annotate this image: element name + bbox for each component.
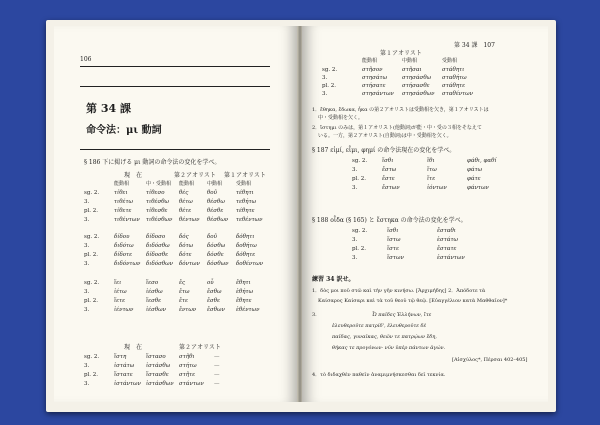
paradigm-cell: ἵεσθε xyxy=(146,298,162,304)
row-label: sg. 2. xyxy=(352,228,368,234)
paradigm-cell: ἴθι xyxy=(427,158,435,164)
row-label: sg. 2. xyxy=(352,158,368,164)
row-label: sg. 2. xyxy=(84,234,100,240)
paradigm-cell: θέσθω xyxy=(207,199,225,205)
paradigm-cell: ἴτω xyxy=(427,167,437,173)
paradigm-cell: δόντων xyxy=(179,261,200,267)
lesson-title: 第 34 課 xyxy=(86,102,131,115)
paradigm-cell: δόθητε xyxy=(236,252,256,258)
row-label: 3. xyxy=(84,307,90,313)
paradigm-cell: δός xyxy=(179,234,189,240)
histemi-aorist2-header: 第２アオリスト xyxy=(179,344,221,351)
poem-line: Ὦ παῖδες Ἑλλήνων, ἴτε xyxy=(372,312,432,318)
paradigm-cell: διδότω xyxy=(114,243,134,249)
paradigm-cell: φάτω xyxy=(467,167,483,173)
left-page xyxy=(54,26,298,402)
note-1b: 中・受動相を欠く。 xyxy=(318,115,363,121)
row-label: 3. xyxy=(84,243,90,249)
paradigm-cell: φάτε xyxy=(467,176,481,182)
paradigm-cell: οὗ xyxy=(207,280,214,286)
paradigm-cell: σταθέντων xyxy=(442,91,473,97)
paradigm-cell: ἵει xyxy=(114,280,122,286)
lesson-header xyxy=(80,86,270,150)
poem-line: παῖδας, γυναῖκας, θεῶν τε πατρῴων ἕδη, xyxy=(332,334,437,340)
row-label: pl. 2. xyxy=(84,298,99,304)
note-2b: いる。一方，第２アオリスト(自動詞)は中・受動相を欠く。 xyxy=(318,133,452,139)
paradigm-cell: ἕτω xyxy=(179,289,190,295)
paradigm-cell: τίθει xyxy=(114,190,128,196)
paradigm-cell: ἕθητι xyxy=(236,280,251,286)
paradigm-cell: δόσθων xyxy=(207,261,229,267)
paradigm-cell: θέντων xyxy=(179,217,200,223)
paradigm-cell: ἱστάσθω xyxy=(146,363,171,369)
paradigm-cell: δίδοσθε xyxy=(146,252,169,258)
paradigm-cell: — xyxy=(214,372,220,378)
paradigm-cell: ἱστάσθων xyxy=(146,381,174,387)
paradigm-cell: θέτε xyxy=(179,208,192,214)
paradigm-cell: στησάσθων xyxy=(402,91,435,97)
row-label: 3. xyxy=(322,75,328,81)
paradigm-cell: τέθητε xyxy=(236,208,255,214)
row-label: sg. 2. xyxy=(84,354,100,360)
paradigm-cell: στάθητι xyxy=(442,67,465,73)
row-label: 3. xyxy=(84,261,90,267)
paradigm-cell: ἴτε xyxy=(427,176,436,182)
voice-header: 受動相 xyxy=(236,181,252,187)
paradigm-cell: ἑστάτω xyxy=(437,237,458,243)
paradigm-cell: δίδοτε xyxy=(114,252,133,258)
page-number: 106 xyxy=(80,56,92,63)
paradigm-cell: ἕθητε xyxy=(236,298,252,304)
exercise-1: 1．δὸς μοι ποῦ στῶ καὶ τὴν γῆν κινήσω. [Ἀρχιμήδης] 2．Ἀπόδοτε τὰ xyxy=(312,288,486,294)
paradigm-cell: δόσθε xyxy=(207,252,224,258)
paradigm-cell: — xyxy=(214,381,220,387)
row-label: pl. 2. xyxy=(84,208,99,214)
exercise-4: 4．τὸ διδαχθὲν παθεῖν ἀναμιμνήσκεσθαι δεῖ τεκνία. xyxy=(312,372,446,378)
poem-line: ἐλευθεροῦτε πατρίδ', ἐλευθεροῦτε δὲ xyxy=(332,323,427,329)
paradigm-cell: φάθι, φαθί xyxy=(467,158,497,164)
row-label: pl. 2. xyxy=(84,252,99,258)
paradigm-cell: δίδου xyxy=(114,234,130,240)
running-head: 第 34 課 107 xyxy=(454,42,495,49)
row-label: pl. 2. xyxy=(352,246,367,252)
paradigm-cell: στησάσθω xyxy=(402,75,432,81)
paradigm-cell: στήσασθε xyxy=(402,83,430,89)
paradigm-cell: στάντων xyxy=(179,381,204,387)
paradigm-cell: ἵστασθε xyxy=(146,372,169,378)
paradigm-cell: θοῦ xyxy=(207,190,217,196)
paradigm-cell: τεθέντων xyxy=(236,217,263,223)
row-label: 3. xyxy=(322,91,328,97)
paradigm-cell: δότω xyxy=(179,243,194,249)
paradigm-cell: ἕτε xyxy=(179,298,188,304)
paradigm-cell: ἵστη xyxy=(114,354,127,360)
paradigm-cell: ἕντων xyxy=(179,307,197,313)
paradigm-cell: ἕσταθι xyxy=(437,228,456,234)
paradigm-cell: ἕς xyxy=(179,280,186,286)
paradigm-cell: ἔστων xyxy=(382,185,400,191)
paradigm-cell: ἑστάντων xyxy=(437,255,465,261)
exercise-3-label: 3. xyxy=(312,312,317,318)
voice-header: 中・受動相 xyxy=(146,181,172,187)
paradigm-cell: διδόντων xyxy=(114,261,141,267)
top-aorist1-header: 第１アオリスト xyxy=(380,50,422,57)
paradigm-cell: ἕστατε xyxy=(437,246,457,252)
paradigm-cell: ἑθήτω xyxy=(236,289,254,295)
voice-header: 能動相 xyxy=(362,58,378,64)
paradigm-cell: τίθετε xyxy=(114,208,132,214)
row-label: 3. xyxy=(352,185,358,191)
paradigm-cell: ἴσθι xyxy=(382,158,394,164)
present-header: 現 在 xyxy=(124,172,143,179)
paradigm-cell: θέσθε xyxy=(207,208,224,214)
paradigm-cell: τέθητι xyxy=(236,190,254,196)
paradigm-cell: ἴστων xyxy=(387,255,404,261)
paradigm-cell: στῆθι xyxy=(179,354,195,360)
paradigm-cell: δότε xyxy=(179,252,192,258)
paradigm-cell: τίθεσο xyxy=(146,190,165,196)
histemi-present-header: 現 在 xyxy=(124,344,143,351)
poem-line: θήκας τε προγόνων· νῦν ὑπὲρ πάντων ἀγών. xyxy=(332,345,446,351)
paradigm-cell: τιθέτω xyxy=(114,199,133,205)
paradigm-cell: στῆσον xyxy=(362,67,383,73)
aorist1-header: 第１アオリスト xyxy=(224,172,266,179)
note-2: 2．ἵστημι のみは，第１アオリスト(他動詞)が能・中・受の３相をそなえて xyxy=(312,125,482,131)
row-label: 3. xyxy=(84,363,90,369)
paradigm-cell: τιθέσθων xyxy=(146,217,173,223)
paradigm-cell: δόσθω xyxy=(207,243,226,249)
note-1: 1．ἔθηκα, ἔδωκα, ἧκα の第２アオリストは受動相を欠き，第１アオリストは xyxy=(312,107,489,113)
paradigm-cell: δόθητι xyxy=(236,234,255,240)
paradigm-cell: ἱέντων xyxy=(114,307,134,313)
paradigm-cell: ἱέσθων xyxy=(146,307,167,313)
paradigm-cell: τιθέντων xyxy=(114,217,140,223)
paradigm-cell: δοθήτω xyxy=(236,243,257,249)
row-label: pl. 2. xyxy=(84,372,99,378)
voice-header: 中動相 xyxy=(207,181,223,187)
paradigm-cell: στῆσαι xyxy=(402,67,422,73)
paradigm-cell: ἔστω xyxy=(382,167,397,173)
paradigm-cell: ἵεσο xyxy=(146,280,159,286)
paradigm-cell: ἕσθω xyxy=(207,289,222,295)
row-label: 3. xyxy=(84,289,90,295)
paradigm-cell: ἕσθων xyxy=(207,307,225,313)
row-label: 3. xyxy=(84,217,90,223)
paradigm-cell: ἱστάντων xyxy=(114,381,141,387)
paradigm-cell: ἴσθι xyxy=(387,228,399,234)
paradigm-cell: δίδοσο xyxy=(146,234,166,240)
poem-source: [Αἰσχύλος*, Πέρσαι 402–405] xyxy=(452,357,528,363)
section-intro: § 186 下に掲げる μι 動詞の命令法の変化を学べ。 xyxy=(84,159,221,166)
row-label: 3. xyxy=(352,255,358,261)
voice-header: 能動相 xyxy=(179,181,195,187)
section-187: § 187 εἰμί, εἶμι, φημί の命令法現在の変化を学べ。 xyxy=(312,147,456,154)
paradigm-cell: ἔστε xyxy=(382,176,395,182)
paradigm-cell: διδόσθω xyxy=(146,243,170,249)
paradigm-cell: σταθήτω xyxy=(442,75,467,81)
voice-header: 中動相 xyxy=(402,58,418,64)
paradigm-cell: ἱέσθω xyxy=(146,289,163,295)
paradigm-cell: δοῦ xyxy=(207,234,217,240)
paradigm-cell: ἵστασο xyxy=(146,354,166,360)
paradigm-cell: τεθήτω xyxy=(236,199,257,205)
row-label: pl. 2. xyxy=(352,176,367,182)
row-label: pl. 2. xyxy=(322,83,337,89)
paradigm-cell: ἑθέντων xyxy=(236,307,260,313)
paradigm-cell: στήσατε xyxy=(362,83,386,89)
voice-header: 受動相 xyxy=(442,58,458,64)
right-page xyxy=(302,26,548,402)
voice-header: 能動相 xyxy=(114,181,130,187)
paradigm-cell: δοθέντων xyxy=(236,261,264,267)
paradigm-cell: ἕσθε xyxy=(207,298,220,304)
paradigm-cell: θές xyxy=(179,190,189,196)
paradigm-cell: ἵετε xyxy=(114,298,126,304)
paradigm-cell: ἱστάτω xyxy=(114,363,135,369)
paradigm-cell: στησάτω xyxy=(362,75,388,81)
paradigm-cell: ἴστω xyxy=(387,237,401,243)
row-label: 3. xyxy=(352,167,358,173)
row-label: sg. 2. xyxy=(84,280,100,286)
paradigm-cell: στήτω xyxy=(179,363,197,369)
header-rule xyxy=(80,66,270,67)
paradigm-cell: τιθέσθω xyxy=(146,199,170,205)
paradigm-cell: τίθεσθε xyxy=(146,208,168,214)
paradigm-cell: θέσθων xyxy=(207,217,229,223)
paradigm-cell: διδόσθων xyxy=(146,261,173,267)
paradigm-cell: ἱέτω xyxy=(114,289,127,295)
paradigm-cell: ἵστατε xyxy=(114,372,133,378)
row-label: 3. xyxy=(84,381,90,387)
paradigm-cell: ἰόντων xyxy=(427,185,447,191)
paradigm-cell: — xyxy=(214,354,220,360)
section-188: § 188 οἶδα (§ 165) と ἔστηκα の命令法の変化を学べ。 xyxy=(312,217,467,224)
row-label: sg. 2. xyxy=(84,190,100,196)
row-label: 3. xyxy=(84,199,90,205)
row-label: 3. xyxy=(352,237,358,243)
paradigm-cell: — xyxy=(214,363,220,369)
paradigm-cell: στῆτε xyxy=(179,372,196,378)
paradigm-cell: φάντων xyxy=(467,185,489,191)
paradigm-cell: θέτω xyxy=(179,199,193,205)
exercise-heading: 練習 34 訳せ。 xyxy=(312,276,355,283)
paradigm-cell: στάθητε xyxy=(442,83,466,89)
lesson-subtitle: 命令法：μι 動詞 xyxy=(86,125,162,136)
paradigm-cell: στησάντων xyxy=(362,91,394,97)
aorist2-header: 第２アオリスト xyxy=(174,172,216,179)
exercise-1b: Καίσαρος Καίσαρι καὶ τὰ τοῦ θεοῦ τῷ θεῷ. [Εὐαγγέλιον κατὰ Μαθθαῖον]* xyxy=(318,298,508,304)
row-label: sg. 2. xyxy=(322,67,338,73)
paradigm-cell: ἴστε xyxy=(387,246,399,252)
